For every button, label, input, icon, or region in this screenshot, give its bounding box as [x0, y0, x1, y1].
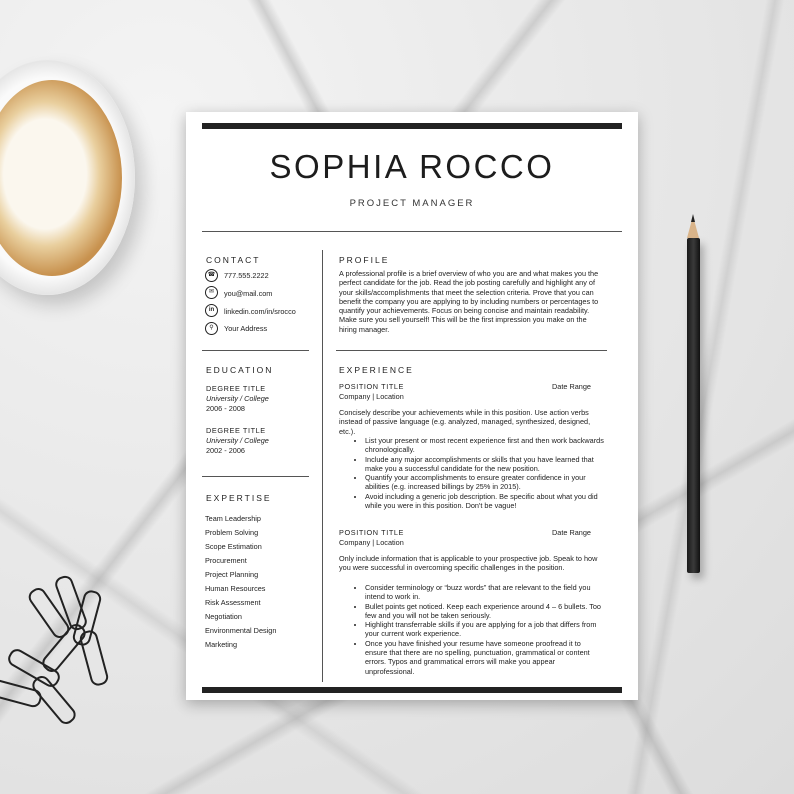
expertise-item: Human Resources [205, 584, 266, 593]
education-divider [202, 476, 309, 477]
expertise-item: Negotiation [205, 612, 242, 621]
job-2-position: POSITION TITLE [339, 528, 405, 537]
contact-heading: CONTACT [206, 255, 261, 265]
linkedin-icon: in [205, 304, 218, 317]
expertise-item: Scope Estimation [205, 542, 262, 551]
expertise-item: Procurement [205, 556, 247, 565]
job-1-bullet: • List your present or most recent experience first and then work backwards chronologically. [365, 436, 605, 455]
education-school-1: University / College [206, 394, 269, 403]
candidate-name: SOPHIA ROCCO [269, 148, 555, 185]
email-icon: ✉ [205, 286, 218, 299]
education-degree-2: DEGREE TITLE [206, 426, 266, 435]
job-1-bullets [339, 436, 605, 510]
job-2-bullet: • Bullet points get noticed. Keep each experience around 4 – 6 bullets. Too few and you will not be taken seriously. [365, 602, 605, 621]
job-1-bullet: • Quantify your accomplishments to ensure greater confidence in your abilities (e.g. increased billings by 25% in 2015). [365, 473, 605, 492]
expertise-item: Project Planning [205, 570, 259, 579]
expertise-item: Team Leadership [205, 514, 261, 523]
education-school-2: University / College [206, 436, 269, 445]
job-1-bullet: • Avoid including a generic job description. Be specific about what you did while you were in this position. Don't be vague! [365, 492, 605, 511]
bottom-rule [202, 687, 622, 693]
column-divider [322, 250, 323, 682]
job-2-bullets [339, 583, 605, 676]
resume-page [186, 112, 638, 700]
experience-heading: EXPERIENCE [339, 365, 414, 375]
phone-icon: ☎ [205, 269, 218, 282]
job-2-bullet: • Consider terminology or “buzz words” that are relevant to the field you intend to work in. [365, 583, 605, 602]
education-heading: EDUCATION [206, 365, 274, 375]
contact-divider [202, 350, 309, 351]
job-2-summary: Only include information that is applicable to your prospective job. Speak to how you were successful in overcoming specific challenges in the position. [339, 554, 598, 573]
top-rule [202, 123, 622, 129]
expertise-item: Marketing [205, 640, 238, 649]
contact-phone: 777.555.2222 [224, 271, 269, 280]
job-1-summary: Concisely describe your achievements while in this position. Use action verbs instead of passive language (e.g. analyzed, managed, synthesized, designed, etc.). [339, 408, 591, 436]
job-1-bullet: • Include any major accomplishments or skills that you have learned that make you a successful candidate for the new position. [365, 455, 605, 474]
job-2-company: Company | Location [339, 538, 404, 547]
contact-email: you@mail.com [224, 289, 273, 298]
location-icon: ⚲ [205, 322, 218, 335]
job-1-company: Company | Location [339, 392, 404, 401]
candidate-title: PROJECT MANAGER [349, 198, 475, 209]
expertise-item: Problem Solving [205, 528, 259, 537]
expertise-item: Risk Assessment [205, 598, 261, 607]
job-1-date: Date Range [552, 382, 591, 391]
education-degree-1: DEGREE TITLE [206, 384, 266, 393]
profile-text: A professional profile is a brief overview of who you are and what makes you the perfect candidate for the job. Read the job posting carefully and highlight any of your skills/accomplishments that meet the selection criteria. Prove that you can benefit the company you are applying to by including numbers or percentages to quantify your achievements. Focus on being concise and maintain readability. Make sure you sell yourself! This will be the first impression you make on the hiring manager. [339, 269, 599, 334]
profile-divider [336, 350, 607, 351]
education-dates-1: 2006 - 2008 [206, 404, 245, 413]
contact-address: Your Address [224, 324, 268, 333]
job-2-date: Date Range [552, 528, 591, 537]
job-2-bullet: • Highlight transferrable skills if you are applying for a job that differs from your current work experience. [365, 620, 605, 639]
pencil [687, 238, 700, 573]
job-2-bullet: • Once you have finished your resume have someone proofread it to ensure that there are no spelling, punctuation, grammatical or content errors. Typos and grammatical errors will make you appear unprofessional. [365, 639, 605, 676]
education-dates-2: 2002 - 2006 [206, 446, 245, 455]
contact-linkedin: linkedin.com/in/srocco [224, 307, 296, 316]
expertise-item: Environmental Design [205, 626, 277, 635]
expertise-heading: EXPERTISE [206, 493, 272, 503]
profile-heading: PROFILE [339, 255, 390, 265]
job-1-position: POSITION TITLE [339, 382, 405, 391]
header-divider [202, 231, 622, 232]
